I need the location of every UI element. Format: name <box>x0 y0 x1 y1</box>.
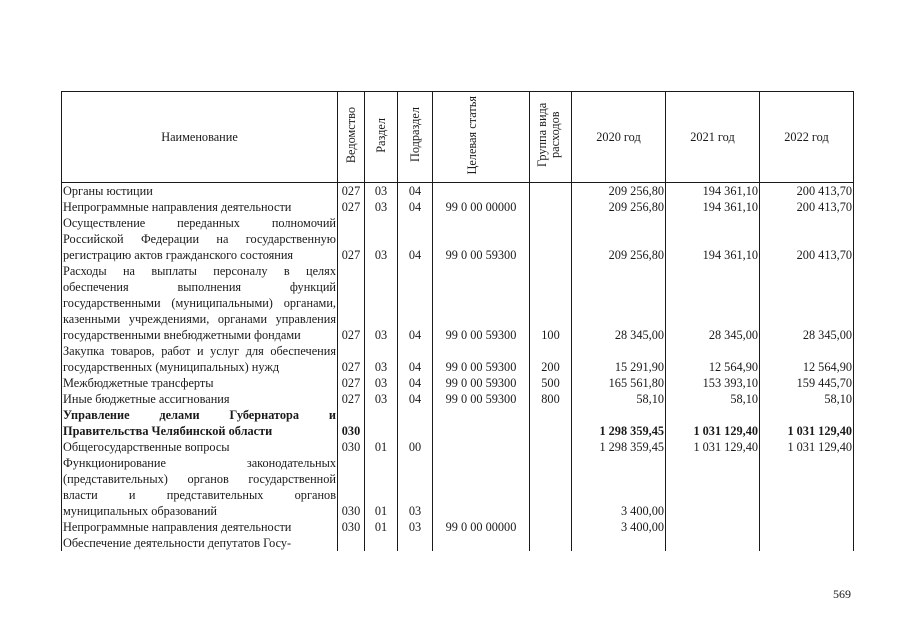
cell-target: 99 0 00 59300 <box>433 343 530 375</box>
cell-target: 99 0 00 59300 <box>433 391 530 407</box>
cell-target: 99 0 00 59300 <box>433 263 530 343</box>
table-header-row <box>62 92 854 183</box>
cell-podrazdel: 04 <box>398 375 433 391</box>
cell-group <box>530 199 572 215</box>
cell-vedomstvo: 030 <box>338 407 365 439</box>
cell-name: Органы юстиции <box>62 183 338 200</box>
table-row <box>62 535 854 551</box>
cell-name: Иные бюджетные ассигнования <box>62 391 338 407</box>
table-row <box>62 215 854 263</box>
cell-2022: 200 413,70 <box>760 199 854 215</box>
cell-2020: 209 256,80 <box>572 183 666 200</box>
cell-podrazdel: 04 <box>398 391 433 407</box>
header-2020: 2020 год <box>572 92 666 183</box>
cell-target: 99 0 00 59300 <box>433 215 530 263</box>
cell-podrazdel: 03 <box>398 455 433 519</box>
cell-2022 <box>760 455 854 519</box>
page-number: 569 <box>833 587 851 601</box>
cell-razdel <box>365 535 398 551</box>
cell-2021: 194 361,10 <box>666 199 760 215</box>
cell-2021: 12 564,90 <box>666 343 760 375</box>
cell-name: Функционирование законодательных (представительных) органов государственной власти и представительных органов муниципальных образований <box>63 456 336 518</box>
table-row <box>62 183 854 200</box>
table-row <box>62 375 854 391</box>
cell-vedomstvo: 027 <box>338 343 365 375</box>
cell-razdel: 01 <box>365 519 398 535</box>
cell-vedomstvo <box>338 535 365 551</box>
cell-2021 <box>666 455 760 519</box>
cell-2020: 28 345,00 <box>572 263 666 343</box>
cell-group <box>530 455 572 519</box>
cell-2022: 12 564,90 <box>760 343 854 375</box>
cell-2020: 3 400,00 <box>572 519 666 535</box>
cell-2020: 1 298 359,45 <box>572 407 666 439</box>
cell-razdel: 03 <box>365 183 398 200</box>
cell-group <box>530 215 572 263</box>
header-group: Группа вида расходов <box>530 92 572 183</box>
cell-razdel: 03 <box>365 199 398 215</box>
header-target: Целевая статья <box>433 92 530 183</box>
cell-name: Обеспечение деятельности депутатов Госу- <box>62 535 338 551</box>
cell-group <box>530 407 572 439</box>
cell-name: Общегосударственные вопросы <box>62 439 338 455</box>
cell-2022: 200 413,70 <box>760 215 854 263</box>
cell-2021: 153 393,10 <box>666 375 760 391</box>
cell-2022: 159 445,70 <box>760 375 854 391</box>
cell-razdel: 03 <box>365 375 398 391</box>
cell-razdel: 03 <box>365 391 398 407</box>
cell-podrazdel: 04 <box>398 343 433 375</box>
cell-name: Осуществление переданных полномочий Российской Федерации на государственную регистрацию актов гражданского состояния <box>63 216 336 262</box>
cell-podrazdel: 04 <box>398 263 433 343</box>
cell-podrazdel: 03 <box>398 519 433 535</box>
table-row <box>62 455 854 519</box>
cell-2021: 58,10 <box>666 391 760 407</box>
cell-target <box>433 407 530 439</box>
cell-vedomstvo: 027 <box>338 199 365 215</box>
cell-target: 99 0 00 00000 <box>433 199 530 215</box>
cell-name: Межбюджетные трансферты <box>62 375 338 391</box>
cell-podrazdel: 04 <box>398 183 433 200</box>
cell-2020: 165 561,80 <box>572 375 666 391</box>
cell-vedomstvo: 027 <box>338 215 365 263</box>
table-row <box>62 263 854 343</box>
cell-2022 <box>760 535 854 551</box>
cell-group <box>530 519 572 535</box>
cell-group: 500 <box>530 375 572 391</box>
cell-2021: 28 345,00 <box>666 263 760 343</box>
cell-vedomstvo: 027 <box>338 183 365 200</box>
cell-2022: 28 345,00 <box>760 263 854 343</box>
cell-2022: 58,10 <box>760 391 854 407</box>
cell-razdel: 03 <box>365 215 398 263</box>
cell-vedomstvo: 027 <box>338 263 365 343</box>
cell-group <box>530 535 572 551</box>
cell-vedomstvo: 027 <box>338 375 365 391</box>
cell-2022: 200 413,70 <box>760 183 854 200</box>
cell-2021: 1 031 129,40 <box>666 439 760 455</box>
cell-vedomstvo: 030 <box>338 439 365 455</box>
cell-2020: 1 298 359,45 <box>572 439 666 455</box>
cell-2021: 194 361,10 <box>666 215 760 263</box>
cell-2021 <box>666 535 760 551</box>
cell-vedomstvo: 030 <box>338 519 365 535</box>
table-row <box>62 199 854 215</box>
cell-razdel: 01 <box>365 455 398 519</box>
cell-vedomstvo: 030 <box>338 455 365 519</box>
cell-group: 800 <box>530 391 572 407</box>
cell-name: Непрограммные направления деятельности <box>62 519 338 535</box>
cell-2021: 1 031 129,40 <box>666 407 760 439</box>
cell-2020: 209 256,80 <box>572 199 666 215</box>
cell-2020: 209 256,80 <box>572 215 666 263</box>
cell-name: Расходы на выплаты персоналу в целях обеспечения выполнения функций государственными (муниципальными) органами, казенными учреждениями, органами управления государственными внебюджетными фондами <box>63 264 336 342</box>
cell-name: Управление делами Губернатора и Правительства Челябинской области <box>63 408 336 438</box>
cell-2020: 3 400,00 <box>572 455 666 519</box>
table-row <box>62 343 854 375</box>
cell-podrazdel: 04 <box>398 215 433 263</box>
cell-target <box>433 455 530 519</box>
table-row <box>62 391 854 407</box>
cell-2021 <box>666 519 760 535</box>
cell-name: Закупка товаров, работ и услуг для обеспечения государственных (муниципальных) нужд <box>63 344 336 374</box>
header-razdel: Раздел <box>365 92 398 183</box>
cell-group: 100 <box>530 263 572 343</box>
cell-2021: 194 361,10 <box>666 183 760 200</box>
table-row <box>62 407 854 439</box>
cell-2022: 1 031 129,40 <box>760 439 854 455</box>
cell-razdel: 03 <box>365 263 398 343</box>
cell-podrazdel <box>398 407 433 439</box>
header-vedomstvo: Ведомство <box>338 92 365 183</box>
cell-razdel: 01 <box>365 439 398 455</box>
cell-target <box>433 439 530 455</box>
cell-razdel: 03 <box>365 343 398 375</box>
table-row <box>62 519 854 535</box>
cell-target: 99 0 00 00000 <box>433 519 530 535</box>
cell-target <box>433 183 530 200</box>
cell-name: Непрограммные направления деятельности <box>62 199 338 215</box>
cell-podrazdel <box>398 535 433 551</box>
cell-vedomstvo: 027 <box>338 391 365 407</box>
cell-2022 <box>760 519 854 535</box>
header-2021: 2021 год <box>666 92 760 183</box>
cell-podrazdel: 00 <box>398 439 433 455</box>
budget-table <box>61 91 854 551</box>
header-podrazdel: Подраздел <box>398 92 433 183</box>
cell-target: 99 0 00 59300 <box>433 375 530 391</box>
cell-podrazdel: 04 <box>398 199 433 215</box>
cell-2022: 1 031 129,40 <box>760 407 854 439</box>
cell-2020: 58,10 <box>572 391 666 407</box>
cell-group <box>530 183 572 200</box>
cell-target <box>433 535 530 551</box>
header-name: Наименование <box>62 92 338 183</box>
cell-razdel <box>365 407 398 439</box>
cell-group <box>530 439 572 455</box>
cell-2020 <box>572 535 666 551</box>
cell-2020: 15 291,90 <box>572 343 666 375</box>
header-2022: 2022 год <box>760 92 854 183</box>
table-row <box>62 439 854 455</box>
cell-group: 200 <box>530 343 572 375</box>
